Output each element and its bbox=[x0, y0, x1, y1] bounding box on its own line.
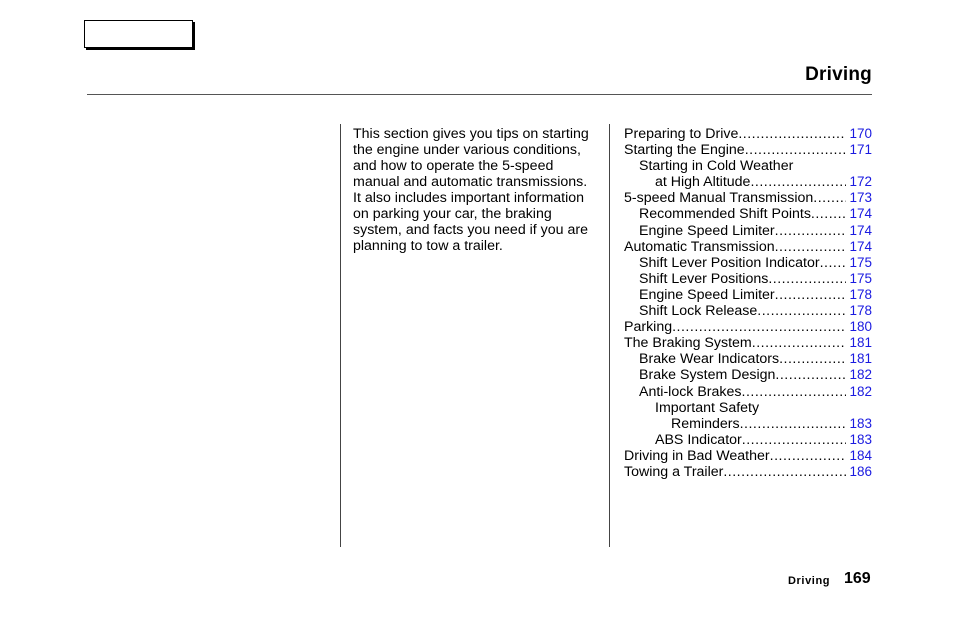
page-title: Driving bbox=[805, 64, 872, 85]
toc-page-link[interactable]: 183 bbox=[849, 415, 872, 431]
toc-entry[interactable] bbox=[624, 303, 872, 319]
toc-entry[interactable] bbox=[624, 142, 872, 158]
toc-leader-dots bbox=[770, 448, 847, 464]
toc-entry[interactable] bbox=[624, 464, 872, 480]
footer-section-name: Driving bbox=[788, 575, 831, 587]
toc-page-link[interactable]: 174 bbox=[849, 222, 872, 238]
toc-entry-label: Brake System Design bbox=[639, 367, 776, 384]
toc-entry-label: Recommended Shift Points bbox=[639, 206, 811, 223]
toc-entry[interactable] bbox=[624, 287, 872, 303]
toc-entry-label: ABS Indicator bbox=[655, 431, 742, 448]
toc-page-link[interactable]: 170 bbox=[849, 126, 872, 141]
toc-entry-label: 5-speed Manual Transmission bbox=[624, 190, 814, 207]
toc-page-link[interactable]: 174 bbox=[849, 238, 872, 254]
toc-leader-dots bbox=[775, 367, 846, 383]
toc-entry[interactable] bbox=[624, 351, 872, 367]
toc-entry[interactable] bbox=[624, 255, 872, 271]
toc-entry[interactable] bbox=[624, 384, 872, 400]
toc-leader-dots bbox=[779, 351, 846, 367]
toc-entry-label: Starting the Engine bbox=[624, 142, 745, 159]
toc-entry[interactable] bbox=[624, 432, 872, 448]
toc-entry[interactable] bbox=[624, 239, 872, 255]
toc-entry[interactable] bbox=[624, 271, 872, 287]
toc-page-link[interactable]: 174 bbox=[849, 206, 872, 222]
toc-entry[interactable] bbox=[624, 223, 872, 239]
left-column-divider bbox=[340, 124, 341, 547]
toc-leader-dots bbox=[752, 335, 847, 351]
toc-entry[interactable] bbox=[624, 448, 872, 464]
title-divider bbox=[87, 94, 872, 95]
toc-entry-label: at High Altitude bbox=[655, 174, 751, 191]
toc-entry-label: Towing a Trailer bbox=[624, 463, 724, 480]
toc-entry-label: Engine Speed Limiter bbox=[639, 222, 775, 239]
toc-entry[interactable] bbox=[624, 206, 872, 222]
toc-page-link[interactable]: 172 bbox=[849, 174, 872, 190]
toc-leader-dots bbox=[742, 432, 847, 448]
toc-page-link[interactable]: 182 bbox=[849, 383, 872, 399]
toc-leader-dots bbox=[813, 190, 846, 206]
toc-entry[interactable] bbox=[624, 174, 872, 190]
toc-entry-label: The Braking System bbox=[624, 335, 752, 352]
middle-column-divider bbox=[609, 124, 610, 547]
toc-entry[interactable] bbox=[624, 367, 872, 383]
toc-leader-dots bbox=[742, 384, 847, 400]
intro-paragraph: This section gives you tips on starting the engine under various conditions, and how to operate the 5-speed manual and automatic transmissions. It also includes important information on parking your car, the braking system, and facts you need if you are planning to tow a trailer. bbox=[353, 126, 589, 254]
toc-leader-dots bbox=[738, 126, 846, 142]
toc-entry[interactable] bbox=[624, 319, 872, 335]
toc-entry-label: Brake Wear Indicators bbox=[639, 351, 780, 368]
toc-entry-label: Shift Lever Position Indicator bbox=[639, 254, 820, 271]
toc-page-link[interactable]: 178 bbox=[849, 303, 872, 319]
toc-leader-dots bbox=[740, 416, 847, 432]
toc-page-link[interactable]: 175 bbox=[849, 270, 872, 286]
toc-entry-label: Starting in Cold Weather bbox=[639, 158, 794, 175]
toc-leader-dots bbox=[811, 206, 847, 222]
table-of-contents bbox=[624, 126, 872, 480]
toc-entry-label: Anti-lock Brakes bbox=[639, 383, 742, 400]
toc-leader-dots bbox=[750, 174, 846, 190]
toc-entry-label: Shift Lever Positions bbox=[639, 270, 769, 287]
toc-leader-dots bbox=[768, 271, 846, 287]
toc-page-link[interactable]: 182 bbox=[849, 367, 872, 383]
toc-entry-label: Engine Speed Limiter bbox=[639, 286, 775, 303]
toc-page-link[interactable]: 181 bbox=[849, 335, 872, 351]
toc-leader-dots bbox=[757, 303, 846, 319]
toc-page-link[interactable]: 178 bbox=[849, 286, 872, 302]
toc-entry[interactable] bbox=[624, 126, 872, 142]
toc-page-link[interactable]: 175 bbox=[849, 254, 872, 270]
section-tab-box bbox=[84, 20, 193, 48]
toc-entry[interactable] bbox=[624, 335, 872, 351]
toc-entry-label: Preparing to Drive bbox=[624, 126, 739, 142]
toc-leader-dots bbox=[672, 319, 846, 335]
toc-entry-label: Important Safety bbox=[655, 399, 760, 416]
toc-entry[interactable] bbox=[624, 190, 872, 206]
toc-page-link[interactable]: 180 bbox=[849, 319, 872, 335]
toc-leader-dots bbox=[775, 223, 847, 239]
toc-page-link[interactable]: 181 bbox=[849, 351, 872, 367]
toc-entry-label: Parking bbox=[624, 319, 673, 336]
toc-entry bbox=[624, 158, 872, 174]
toc-page-link[interactable]: 184 bbox=[849, 447, 872, 463]
toc-leader-dots bbox=[775, 239, 847, 255]
toc-entry-label: Reminders bbox=[671, 415, 740, 432]
toc-page-link[interactable]: 171 bbox=[849, 142, 872, 158]
toc-entry-label: Driving in Bad Weather bbox=[624, 447, 770, 464]
toc-page-link[interactable]: 186 bbox=[849, 463, 872, 479]
toc-entry-label: Automatic Transmission bbox=[624, 238, 775, 255]
toc-leader-dots bbox=[820, 255, 847, 271]
toc-page-link[interactable]: 183 bbox=[849, 431, 872, 447]
toc-entry-label: Shift Lock Release bbox=[639, 303, 758, 320]
footer-page-number: 169 bbox=[844, 570, 871, 587]
toc-page-link[interactable]: 173 bbox=[849, 190, 872, 206]
toc-leader-dots bbox=[745, 142, 847, 158]
toc-leader-dots bbox=[723, 464, 846, 480]
toc-entry[interactable] bbox=[624, 416, 872, 432]
toc-leader-dots bbox=[775, 287, 847, 303]
toc-entry bbox=[624, 400, 872, 416]
